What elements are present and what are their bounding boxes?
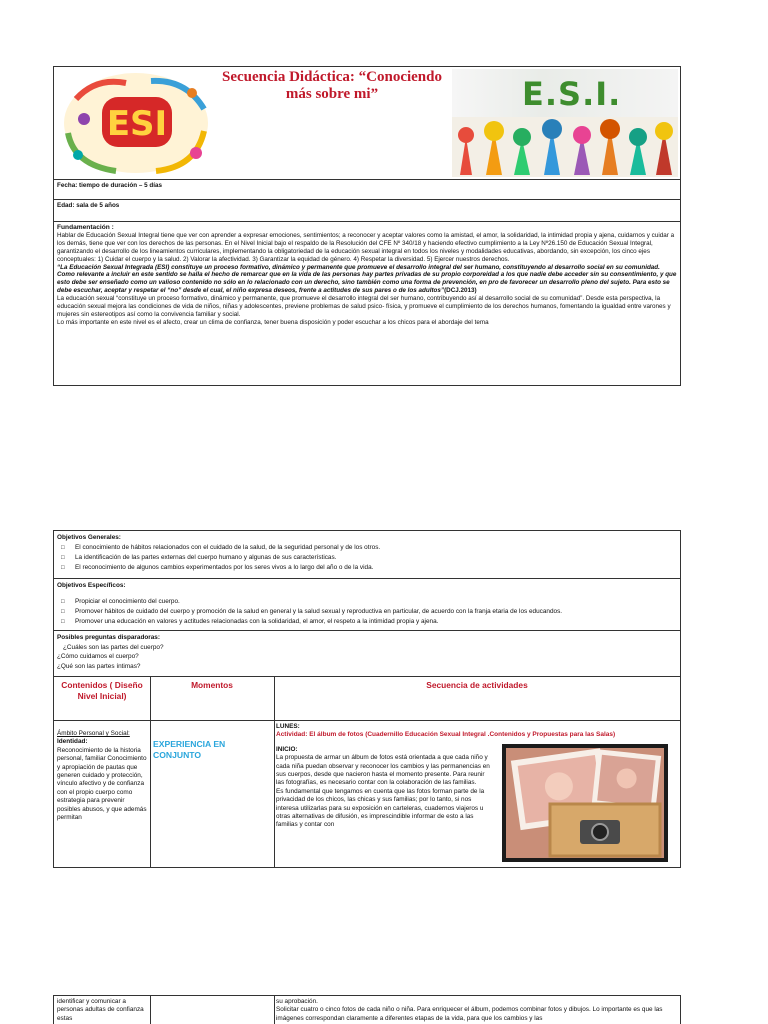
fecha-value: tiempo de duración – 5 días bbox=[79, 182, 162, 189]
momento-cell: EXPERIENCIA EN CONJUNTO bbox=[153, 739, 226, 760]
list-item: □ El conocimiento de hábitos relacionados con el cuidado de la salud, de la seguridad personal y de los otros. bbox=[75, 543, 677, 553]
column-divider bbox=[150, 677, 151, 867]
actividades-cell-continued bbox=[276, 998, 676, 1023]
fecha-row bbox=[54, 180, 680, 200]
list-item: ¿Cuáles son las partes del cuerpo? bbox=[63, 643, 164, 651]
painted-hands-icon bbox=[452, 117, 678, 177]
objetivos-generales-list bbox=[75, 543, 677, 573]
preguntas-section bbox=[54, 631, 680, 677]
list-item: □ La identificación de las partes externas del cuerpo humano y algunas de sus características. bbox=[75, 553, 677, 563]
objectives-and-activities-table bbox=[53, 530, 681, 868]
inicio-text-2: Es fundamental que tengamos en cuenta que las fotos forman parte de la privacidad de los chicos, las chicas y sus familias; por lo tanto, si nos interesa utilizarlas para su exposición en carteleras, cuadernos viajeros u otras alternativas de difusión, es imprescindible informar de esto a las familias y contar con bbox=[276, 787, 485, 829]
column-divider bbox=[274, 677, 275, 867]
header-row bbox=[54, 67, 680, 180]
quote-reference: (DCJ.2013) bbox=[444, 287, 477, 295]
fundamentacion-paragraph-2: La educación sexual “constituye un proceso formativo, dinámico y permanente, que promueve el desarrollo integral del ser humano, contribuyendo así al desarrollo social de su comunidad”. Desde esta perspectiva, la educación sexual mejora las condiciones de vida de niños, niñas y adolescentes, previene problemas de salud psico- física, y promueve el cumplimiento de los derechos humanos, fomentando la igualdad entre varones y mujeres sin estereotipos así como la convivencia familiar y social. bbox=[57, 295, 671, 318]
list-item: ¿Qué son las partes íntimas? bbox=[57, 662, 141, 670]
objetivos-generales-section bbox=[54, 531, 680, 579]
column-header-momentos: Momentos bbox=[191, 680, 233, 690]
column-divider bbox=[150, 996, 151, 1024]
activities-table-continued bbox=[53, 995, 681, 1024]
fundamentacion-label: Fundamentación : bbox=[57, 224, 114, 231]
list-item: □ El reconocimiento de algunos cambios experimentados por los seres vivos a lo largo del año o de la vida. bbox=[75, 563, 677, 573]
contenidos-cell-continued: identificar y comunicar a personas adultas de confianza estas bbox=[57, 998, 144, 1022]
column-header-contenidos: Contenidos ( Diseño Nivel Inicial) bbox=[61, 680, 143, 701]
column-divider bbox=[274, 996, 275, 1024]
list-item: □ Promover una educación en valores y actitudes relacionadas con la solidaridad, el amor, el respeto a la intimidad propia y ajena. bbox=[75, 617, 677, 627]
edad-row bbox=[54, 200, 680, 222]
list-item: ¿Cómo cuidamos el cuerpo? bbox=[57, 653, 139, 660]
continued-text-1: su aprobación. bbox=[276, 998, 318, 1005]
photo-album-image-icon bbox=[502, 744, 668, 862]
list-item: □ Promover hábitos de cuidado del cuerpo y promoción de la salud en general y la salud sexual y reproductiva en particular, de acuerdo con la franja etaria de los educandos. bbox=[75, 607, 677, 617]
activity-title: Actividad: El álbum de fotos (Cuadernillo Educación Sexual Integral .Contenidos y Propuestas para las Salas) bbox=[276, 731, 616, 739]
identidad-label: Identidad: bbox=[57, 738, 88, 746]
contenidos-cell bbox=[57, 730, 149, 822]
document-title-area bbox=[214, 67, 450, 127]
edad-label: Edad: bbox=[57, 202, 75, 209]
fundamentacion-paragraph-1: Hablar de Educación Sexual Integral tiene que ver con aprender a expresar emociones, sentimientos; a reconocer y aceptar valores como la amistad, el amor, la solidaridad, la intimidad propia y ajena, cuidarnos y cuidar a los demás, tiene que ver con los derechos de las personas. En el Nivel Inicial bajo el respaldo de la Resolución del CFE Nº 340/18 y haciendo efectivo cumplimiento a la Ley Nº26.150 de Educación Sexual Integral, garantizando el desarrollo de los lineamientos curriculares, implementando la obligatoriedad de la educación sexual integral en todos los niveles y modalidades educativas, abordando, sin excepción, los cinco ejes conceptuales: 1) Cuidar el cuerpo y la salud. 2) Valorar la afectividad. 3) Garantizar la equidad de género. 4) Respetar la diversidad. 5) Ejercer nuestros derechos. bbox=[57, 231, 675, 263]
edad-value: sala de 5 años bbox=[76, 202, 120, 209]
document-title: Secuencia Didáctica: “Conociendo más sobre mi” bbox=[222, 69, 442, 102]
column-header-secuencia: Secuencia de actividades bbox=[426, 680, 528, 690]
esi-banner-text: E.S.I. bbox=[522, 75, 622, 113]
inicio-text: La propuesta de armar un álbum de fotos está orientada a que cada niño y cada niña puedan observar y reconocer los cambios y las permanencias en sus cuerpos, desde que nacieron hasta el momento presente. Para reunir las fotografías, es necesario contar con la colaboración de las familias. bbox=[276, 754, 490, 787]
preguntas-label: Posibles preguntas disparadoras: bbox=[57, 634, 160, 641]
contenidos-text: Reconocimiento de la historia personal, familiar Conocimiento y apropiación de pautas que generen cuidado y protección, vínculo afectivo y de confianza con el propio cuerpo como estrategia para prevenir posibles abusos, y que además permitan bbox=[57, 746, 147, 822]
activities-table-header bbox=[54, 677, 680, 721]
ambito-label: Ámbito Personal y Social: bbox=[57, 730, 130, 737]
day-label: LUNES: bbox=[276, 723, 300, 730]
svg-text:ESI: ESI bbox=[106, 104, 168, 144]
esi-logo-icon bbox=[56, 69, 216, 177]
esi-banner bbox=[452, 69, 678, 117]
fundamentacion-paragraph-3: Lo más importante en este nivel es el afecto, crear un clima de confianza, tener buena disposición y poder escuchar a los chicos para el abordaje del tema bbox=[57, 318, 489, 326]
objetivos-especificos-list bbox=[75, 597, 677, 627]
inicio-label: INICIO: bbox=[276, 745, 298, 753]
objetivos-especificos-section bbox=[54, 579, 680, 631]
list-item: □ Propiciar el conocimiento del cuerpo. bbox=[75, 597, 677, 607]
fundamentacion-section bbox=[54, 222, 680, 387]
continued-text-2: Solicitar cuatro o cinco fotos de cada niño o niña. Para enriquecer el álbum, podemos combinar fotos y dibujos. Lo importante es que las imágenes correspondan claramente a diferentes etapas de la vida, para que los cambios y las bbox=[276, 1006, 663, 1022]
quote-text: “La Educación Sexual Integrada (ESI) constituye un proceso formativo, dinámico y permanente que promueve el desarrollo integral del ser humano, constituyendo al desarrollo social en su comunidad. Como relevante a incluir en este sentido se halla el hecho de remarcar que en la vida de las personas hay partes privadas de su propio corporeidad a los que nadie debe acceder sin su consentimiento, y que esto debe ser enseñado como un valioso contenido no sólo en lo relacionado con un derecho, sino también como una forma de prevención, en pro de favorecer un desarrollo pleno del sujeto. Para esto se debe escuchar, aceptar y respetar el “no” desde el cual, el niño expresa deseos, frente a actitudes de sus pares o de los adultos” bbox=[57, 263, 677, 295]
objetivos-especificos-label: Objetivos Específicos: bbox=[57, 582, 126, 589]
inicio-block bbox=[276, 746, 494, 830]
fecha-label: Fecha: bbox=[57, 182, 78, 189]
planning-header-table bbox=[53, 66, 681, 386]
objetivos-generales-label: Objetivos Generales: bbox=[57, 534, 121, 541]
fundamentacion-quote bbox=[57, 264, 677, 296]
